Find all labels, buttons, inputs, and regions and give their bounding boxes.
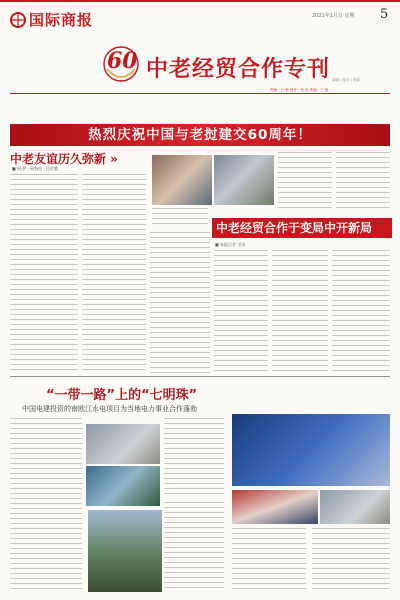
editor-line: 责编：白 莉 校对：张 琰 美编：王 丽 [270,88,329,92]
conference-photo [232,414,390,486]
article3-subtitle: 中国电建投资的南欧江水电项目为当地电力事业合作蓬勃 [22,405,197,413]
ceremony-photo [232,490,318,524]
special-title: 中老经贸合作专刊 [146,57,331,82]
middle-body-col [150,232,210,374]
article1-body-col2 [82,174,146,374]
article3-headline: “一带一路”上的“七明珠” [46,388,198,403]
article3-body-col3 [164,502,224,590]
section-divider [10,376,390,377]
article1-body-col1 [10,174,78,374]
banner [10,124,390,146]
right-upper-col1 [278,152,332,212]
banner-headline: 热烈庆祝中国与老挝建交60周年！ [88,127,312,143]
masthead [0,0,400,95]
logo-text: 国际商报 [29,11,94,29]
masthead-red-stripe [0,0,400,2]
article2-body-col2 [272,250,328,374]
anniversary-mark [102,45,140,83]
globe-icon [10,12,26,28]
article3-body-col1 [10,418,82,590]
article3-body-col5 [312,528,390,590]
anniversary-number: 60 [107,48,138,74]
dam-photo [86,466,160,506]
article2-body-col3 [332,250,390,374]
issue-info: 编辑 | 校对 | 美编 [332,78,360,82]
meeting-photo [320,490,390,524]
river-photo [88,510,162,592]
right-upper-col2 [336,152,390,212]
article2-title-box [212,218,392,238]
article2-body-col1 [214,250,268,374]
logo [10,9,93,30]
portrait-photo-right [214,155,274,205]
photo-caption-text [152,208,208,228]
portrait-photo-left [152,155,212,205]
group-photo [86,424,160,464]
page-number: 5 [380,7,389,22]
article2-byline: ■ 本报记者 毛雨 [215,242,246,247]
masthead-rule [10,93,390,94]
article3-body-col4 [232,528,306,590]
article2-title: 中老经贸合作于变局中开新局 [216,221,373,235]
article1-title: 中老友谊历久弥新 » [10,152,118,166]
article3-body-col2 [164,418,224,498]
article1-byline: ■ 柯·萨 · 阿努拉 · 拉萨翁 [12,166,58,171]
date-line: 2021年1月日 星期 [312,13,355,19]
